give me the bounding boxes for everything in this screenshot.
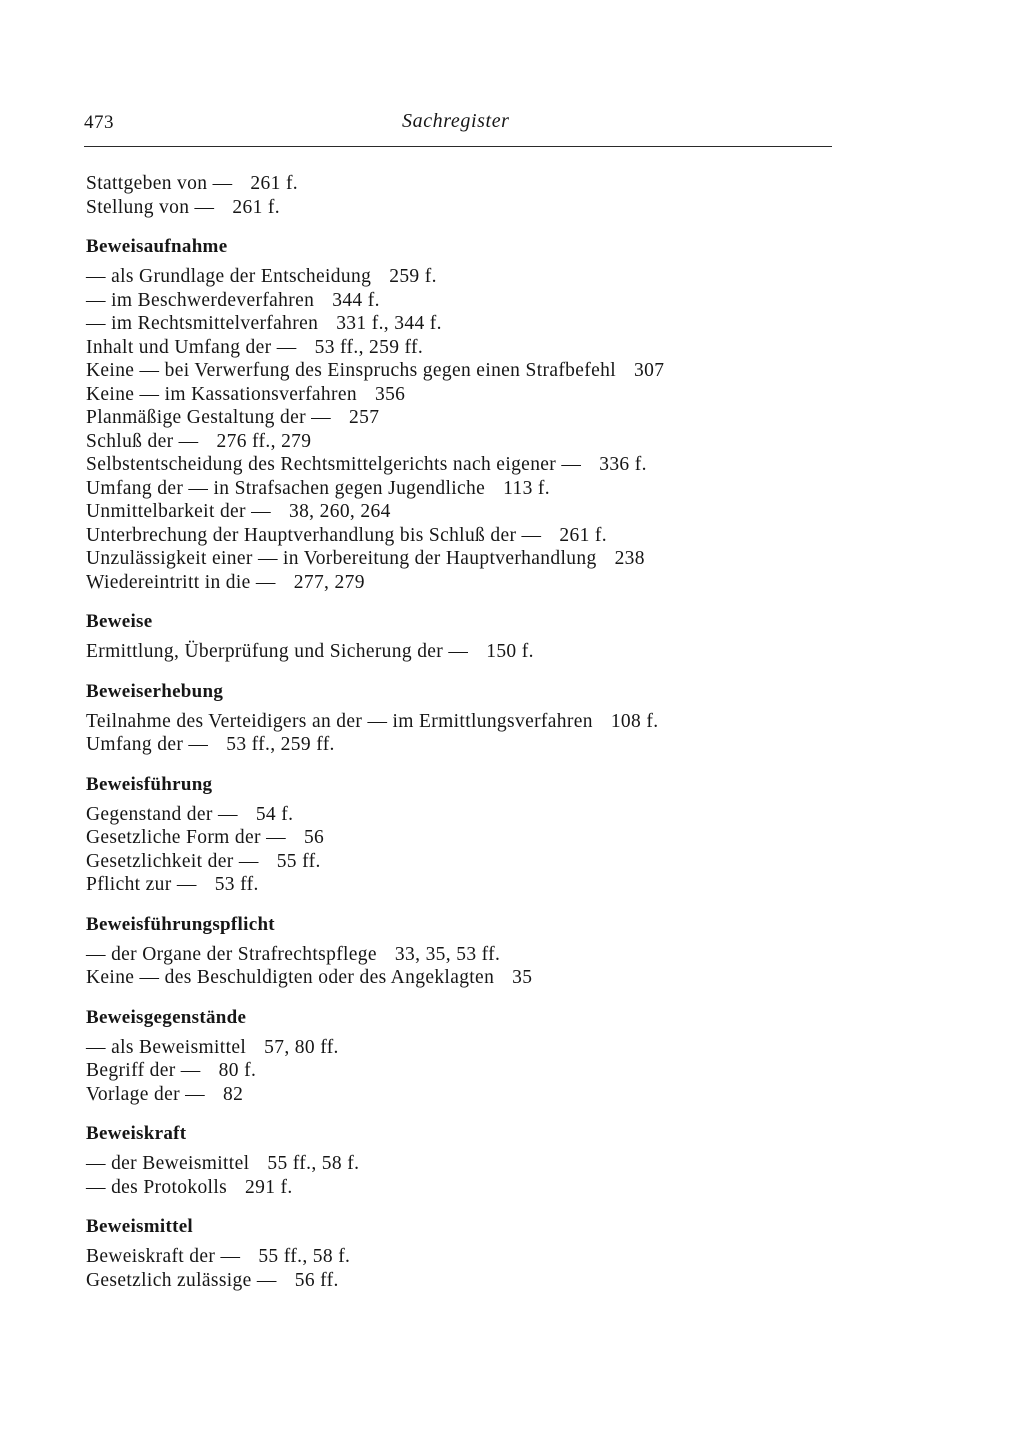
entry-page-refs: 82 xyxy=(223,1083,244,1105)
index-entry xyxy=(86,289,826,313)
header-rule xyxy=(84,146,832,147)
index-entry xyxy=(86,359,826,383)
index-section xyxy=(86,610,826,664)
entry-page-refs: 277, 279 xyxy=(293,571,365,593)
index-entry xyxy=(86,312,826,336)
entry-text: Stattgeben von — xyxy=(86,173,233,194)
page-number: 473 xyxy=(84,112,114,133)
entry-text: — als Grundlage der Entscheidung xyxy=(86,266,372,287)
index-entry xyxy=(86,850,826,874)
entry-text: — im Rechtsmittelverfahren xyxy=(86,313,319,334)
index-entry xyxy=(86,547,826,571)
entry-text: Unzulässigkeit einer — in Vorbereitung der Hauptverhandlung xyxy=(86,548,597,569)
entry-page-refs: 276 ff., 279 xyxy=(216,430,312,452)
section-heading: Beweismittel xyxy=(86,1216,194,1237)
entry-page-refs: 261 f. xyxy=(232,196,280,218)
entry-page-refs: 113 f. xyxy=(503,477,550,499)
index-entry xyxy=(86,265,826,289)
entry-page-refs: 307 xyxy=(634,360,665,381)
index-section xyxy=(86,773,826,897)
section-heading: Beweisgegenstände xyxy=(86,1006,247,1028)
entry-page-refs: 344 f. xyxy=(332,289,380,311)
entry-text: Gesetzlichkeit der — xyxy=(86,850,259,872)
entry-text: Umfang der — xyxy=(86,734,209,755)
index-entry xyxy=(86,453,826,477)
entry-page-refs: 55 ff., 58 f. xyxy=(267,1153,360,1174)
index-entry xyxy=(86,710,826,734)
index-entry xyxy=(86,406,826,430)
index-entry xyxy=(86,524,826,548)
entry-page-refs: 336 f. xyxy=(599,454,647,475)
entry-text: Inhalt und Umfang der — xyxy=(86,336,297,358)
entry-text: — des Protokolls xyxy=(86,1176,228,1198)
entry-page-refs: 108 f. xyxy=(610,710,659,732)
entry-text: Selbstentscheidung des Rechtsmittelgerichts nach eigener — xyxy=(86,454,582,475)
entry-text: — im Beschwerdeverfahren xyxy=(86,289,315,311)
index-entry xyxy=(86,383,826,407)
index-content xyxy=(86,172,826,1292)
entry-text: Unmittelbarkeit der — xyxy=(86,501,271,522)
entry-text: — der Organe der Strafrechtspflege xyxy=(86,943,377,965)
entry-text: Wiedereintritt in die — xyxy=(86,571,276,593)
entry-page-refs: 56 ff. xyxy=(294,1269,339,1291)
entry-text: Pflicht zur — xyxy=(86,874,197,895)
entry-text: Vorlage der — xyxy=(86,1083,205,1105)
index-entry xyxy=(86,640,826,664)
entry-text: Keine — im Kassationsverfahren xyxy=(86,383,357,405)
entry-page-refs: 261 f. xyxy=(250,173,299,194)
index-section xyxy=(86,1215,826,1292)
index-entry xyxy=(86,571,826,595)
index-entry xyxy=(86,943,826,967)
index-section xyxy=(86,172,826,219)
index-entry xyxy=(86,1176,826,1200)
entry-page-refs: 53 ff. xyxy=(214,874,259,895)
entry-page-refs: 54 f. xyxy=(255,803,294,825)
index-entry xyxy=(86,196,826,220)
section-heading: Beweiserhebung xyxy=(86,680,224,702)
entry-text: Umfang der — in Strafsachen gegen Jugendliche xyxy=(86,477,486,499)
index-entry xyxy=(86,733,826,757)
entry-page-refs: 55 ff. xyxy=(276,850,321,872)
entry-page-refs: 291 f. xyxy=(245,1176,293,1198)
index-entry xyxy=(86,1036,826,1060)
entry-text: Keine — des Beschuldigten oder des Angeklagten xyxy=(86,967,495,988)
index-entry xyxy=(86,336,826,360)
index-entry xyxy=(86,1269,826,1293)
index-section xyxy=(86,913,826,990)
entry-text: Keine — bei Verwerfung des Einspruchs gegen einen Strafbefehl xyxy=(86,360,616,381)
index-entry xyxy=(86,1245,826,1269)
entry-page-refs: 150 f. xyxy=(486,641,534,662)
entry-text: Schluß der — xyxy=(86,430,199,452)
entry-text: Stellung von — xyxy=(86,196,215,218)
entry-text: Planmäßige Gestaltung der — xyxy=(86,407,332,428)
entry-page-refs: 38, 260, 264 xyxy=(288,501,391,522)
entry-text: Gegenstand der — xyxy=(86,803,238,825)
entry-page-refs: 356 xyxy=(374,383,406,405)
entry-text: Ermittlung, Überprüfung und Sicherung der — xyxy=(86,641,469,662)
index-entry xyxy=(86,172,826,196)
page-header xyxy=(84,106,832,138)
index-entry xyxy=(86,1059,826,1083)
index-entry xyxy=(86,966,826,990)
index-section xyxy=(86,680,826,757)
index-entry xyxy=(86,803,826,827)
index-entry xyxy=(86,430,826,454)
entry-page-refs: 55 ff., 58 f. xyxy=(258,1246,351,1267)
entry-page-refs: 57, 80 ff. xyxy=(264,1036,339,1058)
entry-page-refs: 35 xyxy=(512,967,533,988)
entry-page-refs: 257 xyxy=(349,407,380,428)
entry-page-refs: 33, 35, 53 ff. xyxy=(394,943,501,965)
entry-page-refs: 56 xyxy=(303,827,325,848)
entry-page-refs: 261 f. xyxy=(559,524,607,546)
entry-page-refs: 53 ff., 259 ff. xyxy=(226,734,335,755)
index-entry xyxy=(86,873,826,897)
entry-page-refs: 53 ff., 259 ff. xyxy=(314,336,424,358)
entry-text: — der Beweismittel xyxy=(86,1153,250,1174)
entry-text: Gesetzliche Form der — xyxy=(86,827,286,848)
index-entry xyxy=(86,500,826,524)
entry-text: — als Beweismittel xyxy=(86,1036,247,1058)
entry-text: Begriff der — xyxy=(86,1060,201,1081)
index-section xyxy=(86,1006,826,1107)
index-section xyxy=(86,235,826,594)
section-heading: Beweisführungspflicht xyxy=(86,913,275,935)
entry-text: Unterbrechung der Hauptverhandlung bis Schluß der — xyxy=(86,524,542,546)
index-entry xyxy=(86,1083,826,1107)
entry-page-refs: 80 f. xyxy=(218,1060,257,1081)
section-heading: Beweisaufnahme xyxy=(86,236,228,257)
entry-page-refs: 238 xyxy=(614,548,645,569)
section-heading: Beweisführung xyxy=(86,773,213,795)
index-entry xyxy=(86,826,826,850)
entry-text: Beweiskraft der — xyxy=(86,1246,241,1267)
index-entry xyxy=(86,1152,826,1176)
running-head: Sachregister xyxy=(402,110,510,132)
entry-text: Gesetzlich zulässige — xyxy=(86,1269,277,1291)
section-heading: Beweise xyxy=(86,611,153,632)
index-entry xyxy=(86,477,826,501)
entry-page-refs: 259 f. xyxy=(389,266,437,287)
section-heading: Beweiskraft xyxy=(86,1123,187,1144)
index-section xyxy=(86,1122,826,1199)
entry-page-refs: 331 f., 344 f. xyxy=(336,313,442,334)
entry-text: Teilnahme des Verteidigers an der — im Ermittlungsverfahren xyxy=(86,710,593,732)
